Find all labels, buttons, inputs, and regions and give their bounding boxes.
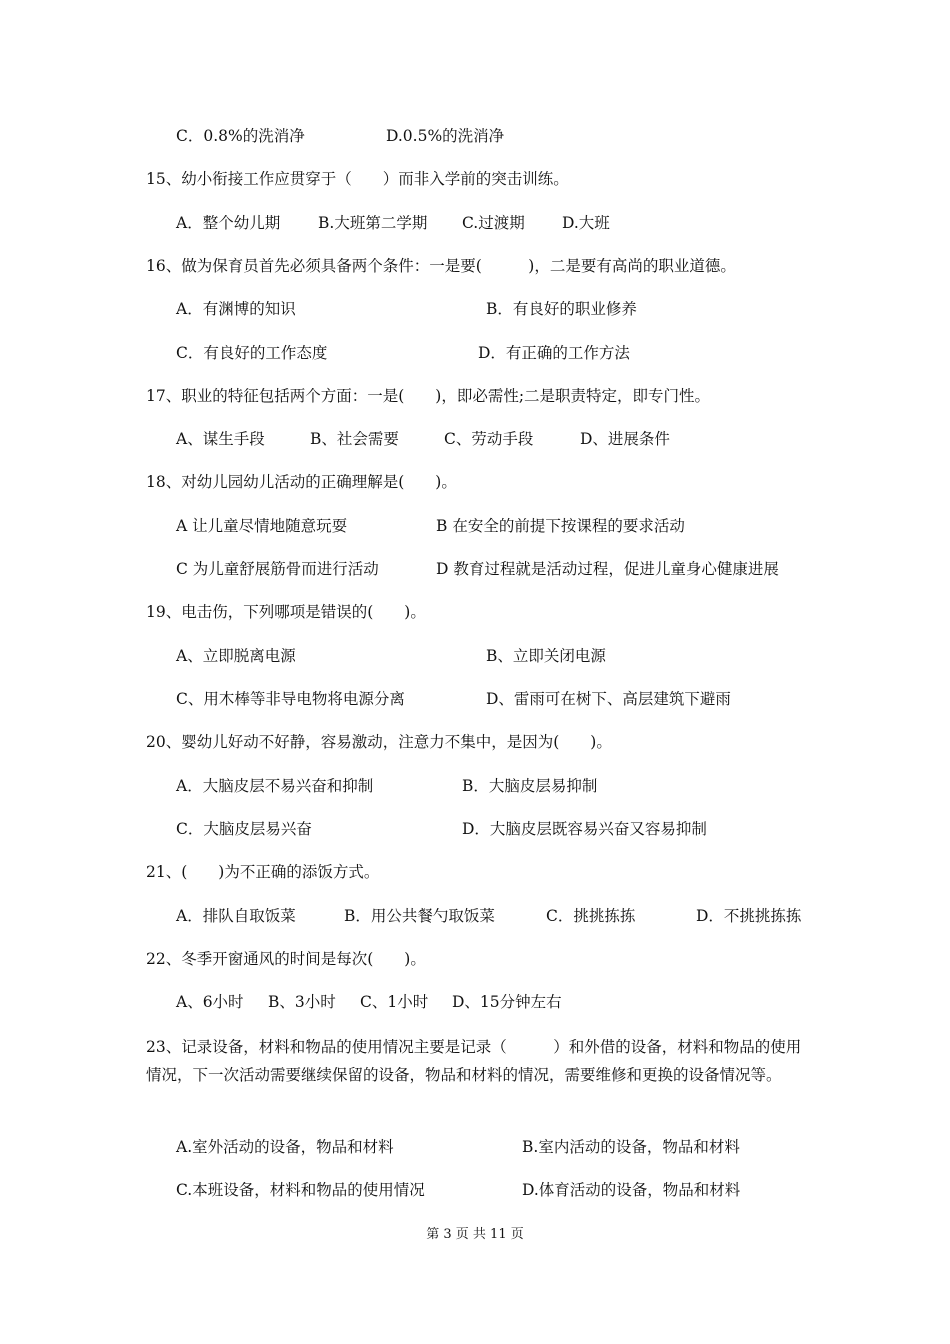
q17-option-c: C、劳动手段 bbox=[444, 430, 534, 448]
q15-option-c: C.过渡期 bbox=[462, 214, 525, 232]
q21-option-b: B．用公共餐勺取饭菜 bbox=[344, 907, 495, 925]
q22-option-b: B、3小时 bbox=[268, 993, 336, 1011]
page-number: 第 3 页 共 11 页 bbox=[426, 1227, 524, 1242]
q19-option-a: A、立即脱离电源 bbox=[176, 647, 296, 665]
q22-option-a: A、6小时 bbox=[176, 993, 244, 1011]
q17-option-a: A、谋生手段 bbox=[176, 430, 265, 448]
q16-option-a: A．有渊博的知识 bbox=[176, 300, 296, 318]
q16-option-d: D．有正确的工作方法 bbox=[478, 344, 630, 362]
q17-option-b: B、社会需要 bbox=[310, 430, 399, 448]
q21-option-a: A．排队自取饭菜 bbox=[176, 907, 296, 925]
q18-option-d: D 教育过程就是活动过程，促进儿童身心健康进展 bbox=[436, 560, 779, 578]
q18-stem: 18、对幼儿园幼儿活动的正确理解是( )。 bbox=[146, 473, 457, 491]
q23-option-d: D.体育活动的设备，物品和材料 bbox=[522, 1181, 741, 1199]
q21-stem: 21、( )为不正确的添饭方式。 bbox=[146, 863, 380, 881]
q22-stem: 22、冬季开窗通风的时间是每次( )。 bbox=[146, 950, 426, 968]
q20-option-d: D．大脑皮层既容易兴奋又容易抑制 bbox=[462, 820, 707, 838]
q23-stem: 23、记录设备，材料和物品的使用情况主要是记录（ ）和外借的设备，材料和物品的使用情况，下一次活动需要继续保留的设备，物品和材料的情况，需要维修和更换的设备情况等。 bbox=[146, 1038, 802, 1084]
q17-stem: 17、职业的特征包括两个方面：一是( )，即必需性;二是职责特定，即专门性。 bbox=[146, 387, 711, 405]
q15-option-a: A．整个幼儿期 bbox=[176, 214, 281, 232]
q19-option-c: C、用木棒等非导电物将电源分离 bbox=[176, 690, 405, 708]
q14-option-d: D.0.5%的洗消净 bbox=[386, 127, 505, 145]
q14-option-c: C．0.8%的洗消净 bbox=[176, 127, 305, 145]
q18-option-b: B 在安全的前提下按课程的要求活动 bbox=[436, 517, 685, 535]
q19-option-b: B、立即关闭电源 bbox=[486, 647, 606, 665]
q16-stem: 16、做为保育员首先必须具备两个条件：一是要( )，二是要有高尚的职业道德。 bbox=[146, 257, 736, 275]
q19-option-d: D、雷雨可在树下、高层建筑下避雨 bbox=[486, 690, 731, 708]
q23-option-c: C.本班设备，材料和物品的使用情况 bbox=[176, 1181, 425, 1199]
q20-stem: 20、婴幼儿好动不好静，容易激动，注意力不集中，是因为( )。 bbox=[146, 733, 612, 751]
q23-option-a: A.室外活动的设备，物品和材料 bbox=[176, 1138, 394, 1156]
q15-option-b: B.大班第二学期 bbox=[318, 214, 428, 232]
q19-stem: 19、电击伤，下列哪项是错误的( )。 bbox=[146, 603, 426, 621]
q18-option-a: A 让儿童尽情地随意玩耍 bbox=[176, 517, 348, 535]
q16-option-b: B．有良好的职业修养 bbox=[486, 300, 637, 318]
q15-stem: 15、幼小衔接工作应贯穿于（ ）而非入学前的突击训练。 bbox=[146, 170, 569, 188]
q20-option-a: A．大脑皮层不易兴奋和抑制 bbox=[176, 777, 374, 795]
q21-option-d: D．不挑挑拣拣 bbox=[696, 907, 802, 925]
q15-option-d: D.大班 bbox=[562, 214, 610, 232]
q18-option-c: C 为儿童舒展筋骨而进行活动 bbox=[176, 560, 379, 578]
q22-option-d: D、15分钟左右 bbox=[452, 993, 562, 1011]
q17-option-d: D、进展条件 bbox=[580, 430, 670, 448]
q23-option-b: B.室内活动的设备，物品和材料 bbox=[522, 1138, 740, 1156]
q20-option-c: C．大脑皮层易兴奋 bbox=[176, 820, 312, 838]
q16-option-c: C．有良好的工作态度 bbox=[176, 344, 328, 362]
q22-option-c: C、1小时 bbox=[360, 993, 429, 1011]
q21-option-c: C．挑挑拣拣 bbox=[546, 907, 636, 925]
q20-option-b: B．大脑皮层易抑制 bbox=[462, 777, 598, 795]
